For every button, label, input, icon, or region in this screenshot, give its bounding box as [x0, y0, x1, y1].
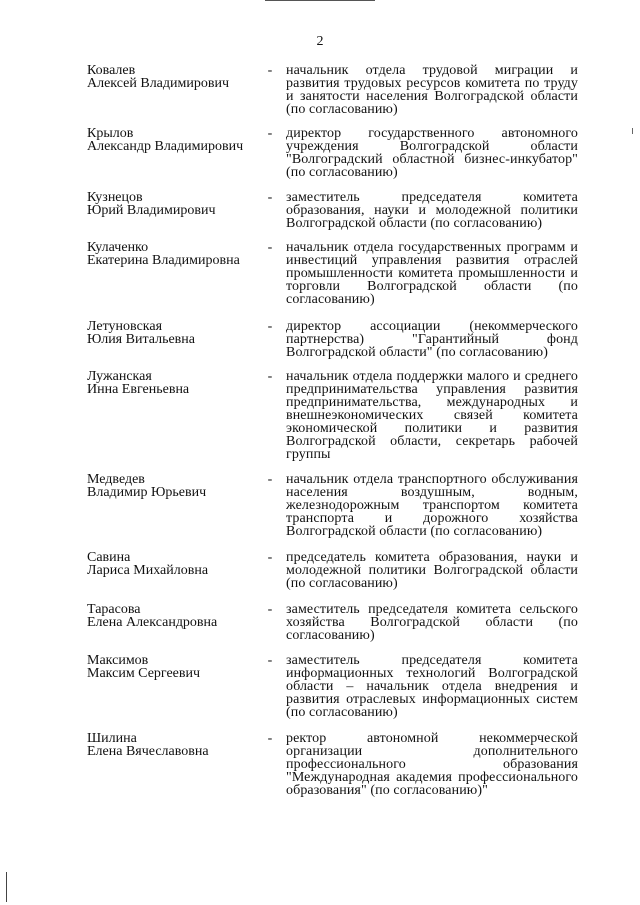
member-surname: Летуновская — [87, 319, 163, 334]
member-given-names: Елена Александровна — [87, 615, 218, 630]
member-name — [87, 551, 267, 577]
member-surname: Лужанская — [87, 369, 152, 384]
member-name — [87, 370, 267, 396]
member-position: начальник отдела поддержки малого и среднего предпринимательства управления развития предпринимательства, международных и внешнеэкономических связей комитета экономической политики и развития Волгоградской области, секретарь рабочей группы — [286, 369, 578, 462]
member-position: заместитель председателя комитета сельского хозяйства Волгоградской области (по согласованию) — [286, 602, 578, 643]
scan-mark — [632, 128, 633, 134]
member-surname: Тарасова — [87, 602, 141, 617]
dash-separator: - — [267, 653, 273, 668]
dash-separator: - — [267, 319, 273, 334]
member-surname: Медведев — [87, 472, 145, 487]
member-position: заместитель председателя комитета образования, науки и молодежной политики Волгоградской области (по согласованию) — [286, 190, 578, 231]
member-given-names: Александр Владимирович — [87, 139, 244, 154]
member-given-names: Юлия Витальевна — [87, 332, 195, 347]
member-position: директор государственного автономного учреждения Волгоградской области "Волгоградский областной бизнес-инкубатор" (по согласованию) — [286, 126, 578, 180]
dash-separator: - — [267, 190, 273, 205]
member-position: заместитель председателя комитета информационных технологий Волгоградской области – начальник отдела внедрения и развития отраслевых информационных систем (по согласованию) — [286, 653, 578, 720]
member-name — [87, 64, 267, 90]
member-name — [87, 241, 267, 267]
member-given-names: Владимир Юрьевич — [87, 485, 207, 500]
scan-mark — [6, 872, 7, 902]
member-position: председатель комитета образования, науки и молодежной политики Волгоградской области (по согласованию) — [286, 550, 578, 591]
member-name — [87, 191, 267, 217]
member-name — [87, 732, 267, 758]
page-number: 2 — [316, 34, 324, 49]
member-given-names: Екатерина Владимировна — [87, 253, 240, 268]
member-name — [87, 473, 267, 499]
dash-separator: - — [267, 472, 273, 487]
member-name — [87, 654, 267, 680]
member-given-names: Лариса Михайловна — [87, 563, 209, 578]
member-name — [87, 320, 267, 346]
member-surname: Савина — [87, 550, 131, 565]
member-given-names: Максим Сергеевич — [87, 666, 201, 681]
member-name — [87, 127, 267, 153]
dash-separator: - — [267, 731, 273, 746]
member-position: ректор автономной некоммерческой организации дополнительного профессионального образования "Международная академия профессионального образования" (по согласованию)" — [286, 731, 578, 798]
member-surname: Кулаченко — [87, 240, 149, 255]
dash-separator: - — [267, 369, 273, 384]
member-position: начальник отдела трудовой миграции и развития трудовых ресурсов комитета по труду и занятости населения Волгоградской области (по согласованию) — [286, 63, 578, 117]
member-surname: Кузнецов — [87, 190, 143, 205]
member-given-names: Елена Вячеславовна — [87, 744, 209, 759]
dash-separator: - — [267, 63, 273, 78]
member-name — [87, 603, 267, 629]
dash-separator: - — [267, 126, 273, 141]
member-position: начальник отдела государственных программ и инвестиций управления развития отраслей промышленности комитета промышленности и торговли Волгоградской области (по согласованию) — [286, 240, 578, 307]
dash-separator: - — [267, 240, 273, 255]
member-position: директор ассоциации (некоммерческого партнерства) "Гарантийный фонд Волгоградской области" (по согласованию) — [286, 319, 578, 360]
dash-separator: - — [267, 602, 273, 617]
member-given-names: Инна Евгеньевна — [87, 382, 190, 397]
member-surname: Ковалев — [87, 63, 136, 78]
member-surname: Шилина — [87, 731, 137, 746]
member-given-names: Юрий Владимирович — [87, 203, 216, 218]
top-rule — [265, 0, 375, 1]
dash-separator: - — [267, 550, 273, 565]
member-given-names: Алексей Владимирович — [87, 76, 230, 91]
member-surname: Максимов — [87, 653, 149, 668]
member-surname: Крылов — [87, 126, 134, 141]
member-position: начальник отдела транспортного обслуживания населения воздушным, водным, железнодорожным транспортом комитета транспорта и дорожного хозяйства Волгоградской области (по согласованию) — [286, 472, 578, 539]
